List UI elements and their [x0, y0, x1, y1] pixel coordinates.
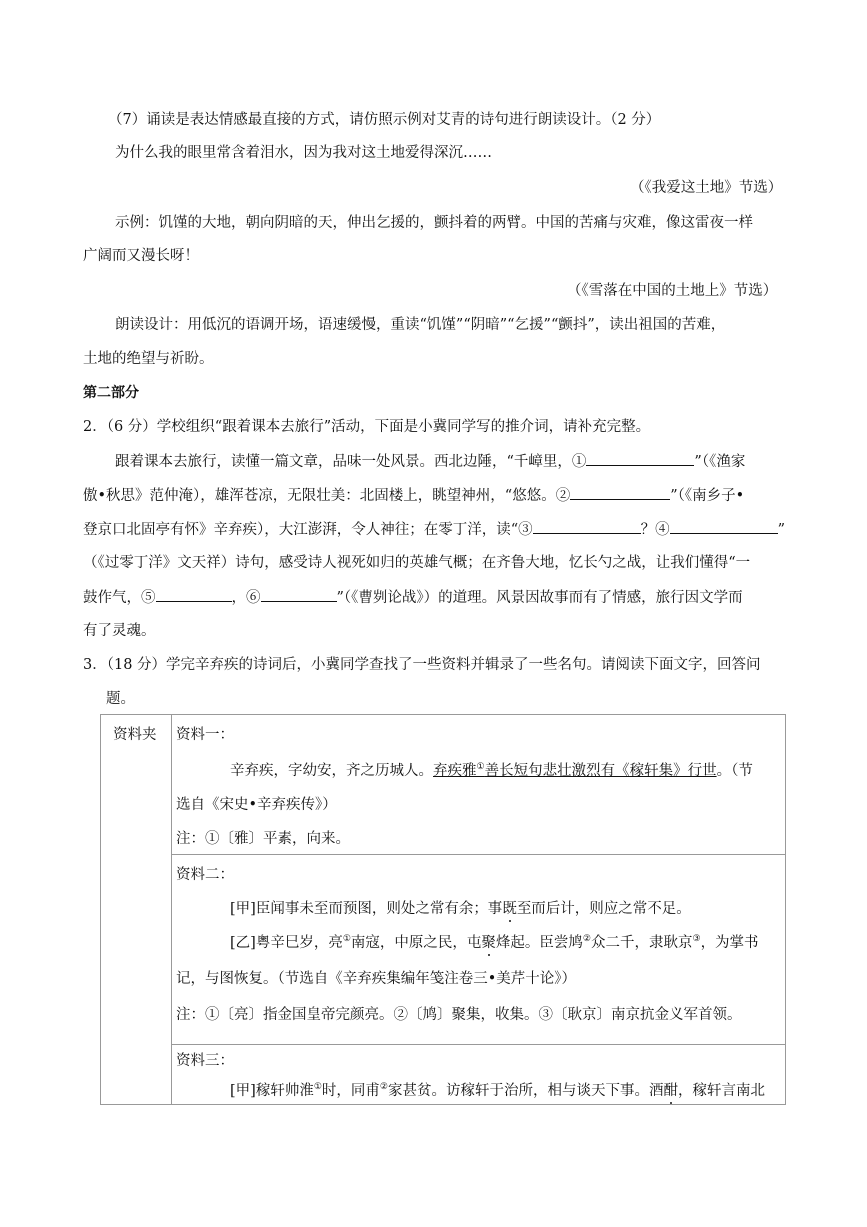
q7-poem-source: （《我爱这土地》节选） — [630, 180, 783, 196]
material-1-cell — [172, 715, 786, 855]
q2-para-line2 — [83, 485, 744, 506]
m3-footnote-mark: ② — [379, 1082, 388, 1093]
q2-para-line5 — [83, 587, 743, 608]
m2-footnote-mark: ② — [582, 934, 591, 945]
m2-footnote-mark: ③ — [692, 934, 701, 945]
m2-text: [乙]粤辛巳岁，亮 — [230, 935, 343, 951]
m3-footnote-mark: ① — [313, 1082, 322, 1093]
material-2-jia — [230, 899, 691, 919]
m1-underlined-word: 弃疾雅 — [433, 763, 477, 779]
q3-prompt-cont: 题。 — [106, 691, 135, 707]
q2-text: 傲•秋思》范仲淹），雄浑苍凉，无限壮美：北固楼上，眺望神州，“悠悠。② — [83, 488, 571, 504]
m1-footnote-mark: ① — [476, 762, 485, 773]
q7-design-line2: 土地的绝望与祈盼。 — [83, 351, 214, 367]
q2-para-line6: 有了灵魂。 — [83, 623, 156, 639]
blank-4[interactable] — [670, 519, 778, 534]
material-3-jia — [230, 1081, 765, 1101]
q2-para-line1 — [115, 451, 745, 472]
q2-text: 登京口北固亭有怀》辛弃疾），大江澎湃，令人神往；在零丁洋，读“③ — [83, 522, 533, 538]
material-1-title: 资料一： — [176, 727, 234, 743]
material-2-cell — [172, 855, 786, 1045]
m1-underlined-a — [433, 763, 717, 779]
m2-text: 南寇，中原之民，屯 — [350, 935, 482, 951]
material-1-note: 注：①〔雅〕平素，向来。 — [176, 831, 350, 847]
blank-3[interactable] — [533, 519, 641, 534]
materials-table — [100, 714, 786, 1105]
m2-dotted-char: 既 — [502, 901, 517, 917]
m2-text: ，为掌书 — [700, 935, 759, 951]
m2-text: [甲]臣闻事未至而预图，则处之常有余；事 — [230, 901, 503, 917]
m1-underlined-phrase: 善长短句悲壮激烈有《稼轩集》行世 — [484, 763, 717, 779]
material-2-line3: 记，与图恢复。（节选自《辛弃疾集编年笺注卷三•美芹十论》） — [176, 971, 577, 987]
materials-label: 资料夹 — [113, 727, 157, 743]
material-3-title: 资料三： — [176, 1053, 234, 1069]
m3-text: ，稼轩言南北 — [677, 1083, 765, 1099]
m3-dotted-char: 酣 — [663, 1083, 678, 1099]
q7-example-source: （《雪落在中国的土地上》节选） — [567, 283, 778, 299]
q2-text: 跟着课本去旅行，读懂一篇文章，品味一处风景。西北边陲，“千嶂里，① — [115, 454, 587, 470]
m3-text: [甲]稼轩帅淮 — [230, 1083, 314, 1099]
q2-text: ”（《曹刿论战》）的道理。风景因故事而有了情感，旅行因文学而 — [336, 590, 743, 606]
q2-text: ，⑥ — [231, 590, 261, 606]
q2-para-line3 — [83, 519, 785, 540]
q2-prompt: 2．（6 分）学校组织“跟着课本去旅行”活动，下面是小冀同学写的推介词，请补充完整。 — [83, 419, 651, 435]
q7-example-line1: 示例：饥馑的大地，朝向阴暗的天，伸出乞援的，颤抖着的两臂。中国的苦痛与灾难，像这雷夜一样 — [115, 215, 753, 231]
blank-6[interactable] — [261, 587, 337, 602]
material-1-line2: 选自《宋史•辛弃疾传》） — [176, 797, 337, 813]
blank-1[interactable] — [586, 451, 694, 466]
material-2-note: 注：①〔亮〕指金国皇帝完颜亮。②〔鸠〕聚集，收集。③〔耿京〕南京抗金义军首领。 — [176, 1007, 742, 1023]
material-1-line1 — [230, 761, 753, 781]
m2-text: 众二千，隶耿京 — [590, 935, 693, 951]
q2-text: ”（《渔家 — [694, 454, 746, 470]
material-2-yi — [230, 933, 759, 953]
materials-label-cell — [101, 715, 172, 1105]
q3-prompt: 3．（18 分）学完辛弃疾的诗词后，小冀同学查找了一些资料并辑录了一些名句。请阅读下面文字，回答问 — [83, 657, 761, 673]
m3-text: 家甚贫。访稼轩于治所，相与谈天下事。酒 — [387, 1083, 664, 1099]
material-2-title: 资料二： — [176, 867, 234, 883]
material-3-cell — [172, 1045, 786, 1105]
m1-text: 。（节 — [716, 763, 753, 779]
m3-text: 时，同甫 — [321, 1083, 380, 1099]
q2-text: ”（《南乡子• — [670, 488, 745, 504]
q2-text: ” — [777, 522, 786, 538]
m2-text: 至而后计，则应之常不足。 — [516, 901, 691, 917]
q7-poem-line: 为什么我的眼里常含着泪水，因为我对这土地爱得深沉…… — [115, 145, 492, 161]
q7-prompt: （7）诵读是表达情感最直接的方式，请仿照示例对艾青的诗句进行朗读设计。（2 分） — [108, 112, 661, 128]
q2-text: ？④ — [640, 522, 670, 538]
m2-footnote-mark: ① — [342, 934, 351, 945]
q2-para-line4: （《过零丁洋》文天祥）诗句，感受诗人视死如归的英雄气概；在齐鲁大地，忆长勺之战，让我们懂得“一 — [83, 555, 751, 571]
blank-2[interactable] — [570, 485, 670, 500]
q7-design-line1: 朗读设计：用低沉的语调开场，语速缓慢，重读“饥馑”“阴暗”“乞援”“颤抖”，读出祖国的苦难， — [115, 317, 726, 333]
m1-text: 辛弃疾，字幼安，齐之历城人。 — [230, 763, 433, 779]
q2-text: 鼓作气，⑤ — [83, 590, 156, 606]
q7-example-line2: 广阔而又漫长呀！ — [83, 248, 199, 264]
blank-5[interactable] — [156, 587, 232, 602]
part2-heading: 第二部分 — [83, 385, 139, 401]
m2-text: 烽起。臣尝鸠 — [495, 935, 583, 951]
m2-dotted-char: 聚 — [481, 935, 496, 951]
